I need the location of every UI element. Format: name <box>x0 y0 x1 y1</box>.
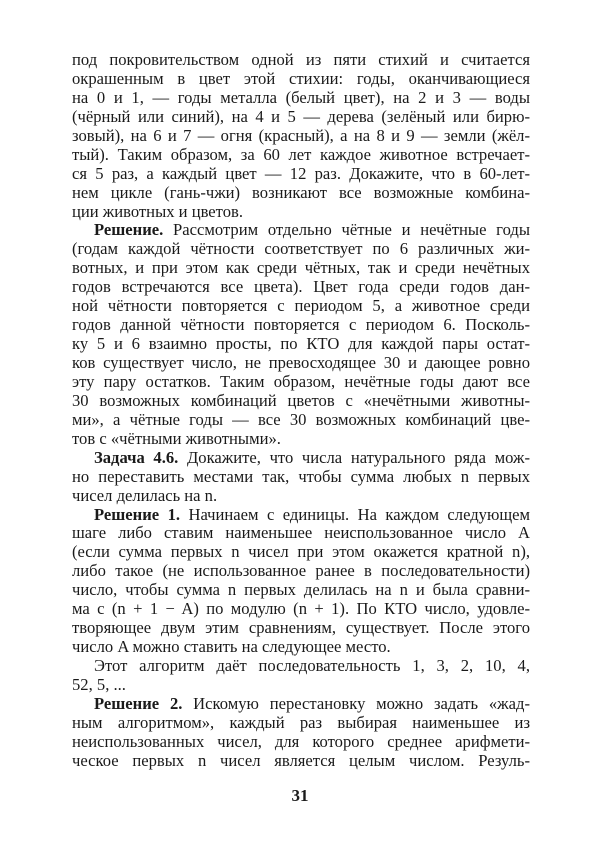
text-line: зовый), на 6 и 7 — огня (красный), а на 8 и 9 — земли (жёл- <box>72 126 530 145</box>
paragraph-problem-4-6 <box>72 449 530 506</box>
text-line: ции животных и цветов. <box>72 202 243 221</box>
text-line: число A можно ставить на следующее место. <box>72 638 391 657</box>
text-line: 52, 5, ... <box>72 675 126 694</box>
text-line: ку 5 и 6 взаимно просты, по КТО для каждой пары остат- <box>72 335 530 354</box>
text-line: ма с (n + 1 − A) по модулю (n + 1). По КТО число, удовле- <box>72 600 530 619</box>
text-line: ной чётности повторяется с периодом 5, а животное среди <box>72 297 530 316</box>
text-line: (если сумма первых n чисел при этом окажется кратной n), <box>72 543 530 562</box>
page-number: 31 <box>291 786 309 805</box>
paragraph-solution-1 <box>72 506 530 658</box>
text-line: эту пару остатков. Таким образом, нечётные годы дают все <box>72 372 530 391</box>
text-line: число, чтобы сумма n первых делилась на n и была сравни- <box>72 581 530 600</box>
text-line: ся 5 раз, а каждый цвет — 12 раз. Докажите, что в 60-лет- <box>72 164 530 183</box>
paragraph-intro-continuation <box>72 51 530 221</box>
problem-label: Задача 4.6. <box>94 448 179 467</box>
text-line: ным алгоритмом», каждый раз выбирая наименьшее из <box>72 713 530 732</box>
text-line: тый). Таким образом, за 60 лет каждое животное встречает- <box>72 145 530 164</box>
text-line: шаге либо ставим наименьшее неиспользованное число A <box>72 524 530 543</box>
text-line: либо такое (не использованное ранее в последовательности) <box>72 562 530 581</box>
text-line: Задача 4.6. Докажите, что числа натурального ряда мож- <box>94 448 530 467</box>
text-line: творяющее двум этим сравнениям, существует. После этого <box>72 619 530 638</box>
solution-2-label: Решение 2. <box>94 694 183 713</box>
text-line: вотных, и при этом как среди чётных, так и среди нечётных <box>72 259 530 278</box>
text-line: ческое первых n чисел является целым числом. Резуль- <box>72 751 530 770</box>
text-line: неиспользованных чисел, для которого среднее арифмети- <box>72 732 530 751</box>
solution-label: Решение. <box>94 221 164 240</box>
text-line: ми», а чётные годы — все 30 возможных комбинаций цве- <box>72 410 530 429</box>
text-line: ков существует число, не превосходящее 30 и дающее ровно <box>72 354 530 372</box>
text-line: (чёрный или синий), на 4 и 5 — дерева (зелёный или бирю- <box>72 107 530 126</box>
text-line: Решение. Рассмотрим отдельно чётные и нечётные годы <box>94 221 530 240</box>
text-line: чисел делилась на n. <box>72 486 218 505</box>
text-line: (годам каждой чётности соответствует по 6 различных жи- <box>72 240 530 259</box>
page-body <box>72 51 530 771</box>
text-line: годов встречаются все цвета). Цвет года среди годов дан- <box>72 278 530 297</box>
text-line: Решение 2. Искомую перестановку можно задать «жад- <box>94 694 530 713</box>
text-line: тов с «чётными животными». <box>72 429 281 448</box>
paragraph-sequence <box>72 657 530 695</box>
text-line: годов данной чётности повторяется с периодом 6. Посколь- <box>72 316 530 335</box>
paragraph-solution-2 <box>72 695 530 771</box>
text-line: 30 возможных комбинаций цветов с «нечётными животны- <box>72 391 530 410</box>
paragraph-solution <box>72 221 530 448</box>
text-line: Решение 1. Начинаем с единицы. На каждом следующем <box>94 505 530 524</box>
text-line: Этот алгоритм даёт последовательность 1, 3, 2, 10, 4, <box>94 657 530 675</box>
text-line: но переставить местами так, чтобы сумма любых n первых <box>72 467 530 486</box>
text-line: на 0 и 1, — годы металла (белый цвет), на 2 и 3 — воды <box>72 88 530 107</box>
text-line: нем цикле (гань-чжи) возникают все возможные комбина- <box>72 183 530 202</box>
solution-1-label: Решение 1. <box>94 505 181 524</box>
text-line: под покровительством одной из пяти стихий и считается <box>72 51 530 69</box>
text-line: окрашенным в цвет этой стихии: годы, оканчивающиеся <box>72 69 530 88</box>
